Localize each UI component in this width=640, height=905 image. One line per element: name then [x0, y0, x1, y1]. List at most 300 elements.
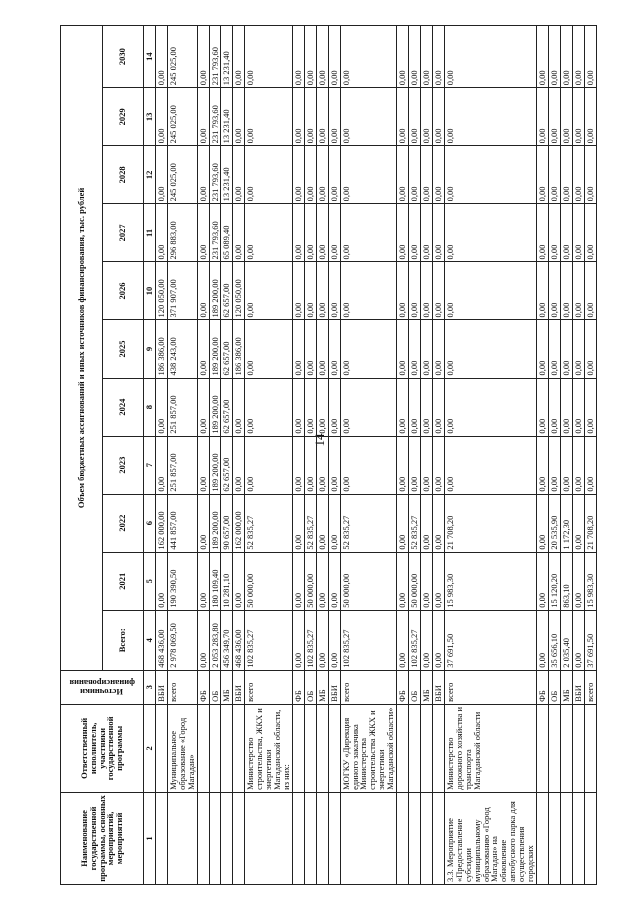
table-row: [167, 26, 197, 885]
cell-value: 468 436,00: [155, 610, 167, 670]
cell-value: 0,00: [233, 436, 245, 494]
cell-value: 0,00: [572, 146, 584, 204]
cell-value: 0,00: [444, 436, 536, 494]
cell-value: 0,00: [304, 88, 316, 146]
cell-source: МБ: [221, 670, 233, 704]
cell-value: 15 983,30: [584, 552, 596, 610]
cell-value: 245 025,00: [167, 88, 197, 146]
column-number: 11: [144, 204, 156, 262]
page-number: 14: [312, 433, 327, 447]
cell-name: [304, 792, 316, 884]
cell-name: [316, 792, 328, 884]
cell-value: 0,00: [155, 552, 167, 610]
cell-value: 189 200,00: [209, 320, 221, 378]
cell-value: 0,00: [397, 26, 409, 88]
cell-source: всего: [245, 670, 293, 704]
column-number: 4: [144, 610, 156, 670]
cell-value: 0,00: [316, 262, 328, 320]
cell-value: 0,00: [197, 204, 209, 262]
cell-value: 0,00: [420, 204, 432, 262]
table-row: [409, 26, 421, 885]
table-row: [560, 26, 572, 885]
table-row: [420, 26, 432, 885]
cell-source: всего: [444, 670, 536, 704]
cell-value: 0,00: [245, 320, 293, 378]
cell-value: 0,00: [316, 204, 328, 262]
cell-source: ВБИ: [572, 670, 584, 704]
cell-value: 0,00: [444, 88, 536, 146]
cell-name: [292, 792, 304, 884]
cell-value: 15 983,30: [444, 552, 536, 610]
cell-executor: [420, 704, 432, 792]
cell-value: 0,00: [340, 204, 397, 262]
cell-source: всего: [167, 670, 197, 704]
cell-value: 0,00: [340, 146, 397, 204]
cell-value: 0,00: [328, 494, 340, 552]
table-body: [155, 26, 596, 885]
cell-value: 0,00: [316, 436, 328, 494]
cell-value: 50 000,00: [245, 552, 293, 610]
cell-value: 0,00: [316, 320, 328, 378]
cell-value: 0,00: [572, 204, 584, 262]
cell-value: 13 231,40: [221, 88, 233, 146]
cell-value: 0,00: [548, 378, 560, 436]
cell-value: 0,00: [537, 436, 549, 494]
cell-value: 0,00: [155, 146, 167, 204]
cell-value: 189 200,00: [209, 494, 221, 552]
cell-value: 0,00: [197, 320, 209, 378]
cell-value: 0,00: [304, 204, 316, 262]
cell-value: 0,00: [328, 26, 340, 88]
header-year: 2021: [102, 552, 144, 610]
cell-value: 0,00: [444, 378, 536, 436]
cell-value: 0,00: [420, 436, 432, 494]
cell-executor: [409, 704, 421, 792]
cell-value: 21 708,20: [584, 494, 596, 552]
cell-source: ФБ: [292, 670, 304, 704]
table-row: [221, 26, 233, 885]
header-year: 2030: [102, 26, 144, 88]
cell-value: 21 708,20: [444, 494, 536, 552]
cell-value: 0,00: [245, 26, 293, 88]
header-name: Наименование государственной программы, основных мероприятий, мероприятий: [61, 792, 144, 884]
cell-source: ВБИ: [328, 670, 340, 704]
cell-value: 0,00: [233, 146, 245, 204]
cell-value: 438 243,00: [167, 320, 197, 378]
cell-value: 52 835,27: [340, 494, 397, 552]
cell-value: 0,00: [548, 204, 560, 262]
cell-name: [233, 792, 245, 884]
table-row: [340, 26, 397, 885]
cell-value: 0,00: [245, 436, 293, 494]
cell-value: 0,00: [397, 494, 409, 552]
cell-source: ВБИ: [233, 670, 245, 704]
cell-value: 0,00: [197, 552, 209, 610]
cell-value: 0,00: [560, 204, 572, 262]
cell-value: 0,00: [444, 146, 536, 204]
cell-source: всего: [340, 670, 397, 704]
cell-value: 231 793,60: [209, 204, 221, 262]
header-year: 2026: [102, 262, 144, 320]
cell-value: 15 120,20: [548, 552, 560, 610]
cell-value: 0,00: [548, 436, 560, 494]
cell-value: 0,00: [432, 494, 444, 552]
cell-value: 0,00: [584, 26, 596, 88]
cell-value: 190 390,50: [167, 552, 197, 610]
cell-value: 0,00: [292, 494, 304, 552]
cell-name: [155, 792, 167, 884]
table-row: [304, 26, 316, 885]
cell-value: 52 835,27: [245, 494, 293, 552]
cell-value: 0,00: [245, 146, 293, 204]
cell-value: 0,00: [584, 88, 596, 146]
cell-executor: [233, 704, 245, 792]
cell-value: 1 172,30: [560, 494, 572, 552]
header-year: 2029: [102, 88, 144, 146]
cell-value: 0,00: [397, 610, 409, 670]
cell-value: 0,00: [537, 320, 549, 378]
cell-value: 0,00: [548, 26, 560, 88]
header-row-top: [61, 26, 103, 885]
cell-value: 0,00: [197, 26, 209, 88]
cell-value: 0,00: [432, 146, 444, 204]
column-number: 12: [144, 146, 156, 204]
cell-value: 0,00: [340, 320, 397, 378]
cell-name: [409, 792, 421, 884]
cell-executor: МОГКУ «Дирекция единого заказчика Министерства строительства ЖКХ и энергетики Магаданской области»: [340, 704, 397, 792]
cell-value: 0,00: [304, 146, 316, 204]
table-row: [245, 26, 293, 885]
cell-value: 0,00: [233, 88, 245, 146]
cell-value: 62 657,00: [221, 262, 233, 320]
cell-source: ОБ: [304, 670, 316, 704]
cell-value: 0,00: [432, 88, 444, 146]
cell-value: 0,00: [432, 610, 444, 670]
cell-value: 0,00: [397, 88, 409, 146]
table-row: [397, 26, 409, 885]
cell-source: всего: [584, 670, 596, 704]
table-row: [233, 26, 245, 885]
cell-value: 0,00: [420, 494, 432, 552]
cell-value: 0,00: [292, 378, 304, 436]
cell-value: 186 386,00: [155, 320, 167, 378]
cell-value: 0,00: [292, 204, 304, 262]
cell-value: 0,00: [409, 146, 421, 204]
table-row: [572, 26, 584, 885]
cell-executor: [584, 704, 596, 792]
budget-table: [60, 25, 597, 885]
cell-value: 0,00: [316, 494, 328, 552]
cell-value: 0,00: [292, 552, 304, 610]
cell-value: 0,00: [572, 262, 584, 320]
cell-value: 0,00: [432, 26, 444, 88]
cell-source: МБ: [560, 670, 572, 704]
cell-value: 0,00: [197, 262, 209, 320]
cell-source: МБ: [316, 670, 328, 704]
cell-executor: [548, 704, 560, 792]
cell-value: 0,00: [584, 436, 596, 494]
header-total: Всего:: [102, 610, 144, 670]
cell-value: 0,00: [155, 378, 167, 436]
cell-value: 37 691,50: [584, 610, 596, 670]
cell-value: 0,00: [304, 26, 316, 88]
cell-value: 0,00: [537, 146, 549, 204]
cell-value: 0,00: [328, 146, 340, 204]
cell-executor: [432, 704, 444, 792]
cell-name: 3.3. Мероприятие «Предоставление субсидии муниципальному образованию «Город Магадан» на обновление автобусного парка для осуществления городских: [444, 792, 536, 884]
table-row: [328, 26, 340, 885]
cell-name: [340, 792, 397, 884]
cell-value: 65 089,40: [221, 204, 233, 262]
cell-value: 0,00: [155, 204, 167, 262]
column-number: 2: [144, 704, 156, 792]
header-year: 2023: [102, 436, 144, 494]
cell-value: 0,00: [304, 378, 316, 436]
cell-value: 0,00: [409, 26, 421, 88]
cell-value: 0,00: [409, 320, 421, 378]
cell-value: 35 656,10: [548, 610, 560, 670]
cell-value: 0,00: [409, 88, 421, 146]
cell-value: 0,00: [560, 88, 572, 146]
cell-value: 0,00: [420, 26, 432, 88]
cell-value: 0,00: [409, 378, 421, 436]
cell-value: 0,00: [537, 552, 549, 610]
cell-value: 251 857,00: [167, 436, 197, 494]
cell-value: 0,00: [197, 436, 209, 494]
cell-value: 0,00: [584, 204, 596, 262]
cell-value: 0,00: [155, 436, 167, 494]
cell-value: 62 657,00: [221, 320, 233, 378]
cell-value: 180 109,40: [209, 552, 221, 610]
cell-value: 0,00: [233, 26, 245, 88]
cell-value: 2 978 069,50: [167, 610, 197, 670]
cell-value: 0,00: [444, 204, 536, 262]
cell-value: 0,00: [560, 320, 572, 378]
cell-value: 37 691,50: [444, 610, 536, 670]
cell-value: 2 035,40: [560, 610, 572, 670]
cell-executor: Министерство строительства, ЖКХ и энергетики Магаданской области, из них:: [245, 704, 293, 792]
table-row: [155, 26, 167, 885]
cell-executor: [155, 704, 167, 792]
cell-executor: [316, 704, 328, 792]
cell-value: 0,00: [420, 88, 432, 146]
cell-value: 0,00: [432, 552, 444, 610]
cell-value: 0,00: [245, 262, 293, 320]
cell-value: 0,00: [328, 204, 340, 262]
cell-value: 0,00: [548, 262, 560, 320]
cell-value: 0,00: [328, 262, 340, 320]
cell-name: [548, 792, 560, 884]
cell-value: 0,00: [340, 436, 397, 494]
cell-value: 0,00: [304, 436, 316, 494]
cell-value: 231 793,60: [209, 88, 221, 146]
cell-value: 0,00: [537, 378, 549, 436]
cell-executor: [328, 704, 340, 792]
cell-value: 0,00: [340, 378, 397, 436]
column-number: 6: [144, 494, 156, 552]
column-number: 10: [144, 262, 156, 320]
cell-value: 0,00: [409, 262, 421, 320]
table-row: [537, 26, 549, 885]
column-number: 5: [144, 552, 156, 610]
cell-value: 0,00: [560, 146, 572, 204]
cell-value: 120 050,00: [233, 262, 245, 320]
cell-value: 0,00: [420, 146, 432, 204]
table-row: [316, 26, 328, 885]
cell-value: 441 857,00: [167, 494, 197, 552]
header-executor: Ответственный исполнитель, участники государственной программы: [61, 704, 144, 792]
cell-name: [432, 792, 444, 884]
cell-name: [397, 792, 409, 884]
column-number: 9: [144, 320, 156, 378]
cell-value: 0,00: [328, 320, 340, 378]
cell-value: 52 835,27: [409, 494, 421, 552]
cell-value: 0,00: [292, 88, 304, 146]
cell-source: ВБИ: [155, 670, 167, 704]
header-year: 2024: [102, 378, 144, 436]
cell-value: 0,00: [233, 552, 245, 610]
table-row: [209, 26, 221, 885]
cell-value: 0,00: [420, 262, 432, 320]
cell-value: 102 835,27: [245, 610, 293, 670]
cell-name: [572, 792, 584, 884]
cell-value: 0,00: [420, 552, 432, 610]
header-year: 2022: [102, 494, 144, 552]
cell-value: 0,00: [572, 88, 584, 146]
cell-value: 0,00: [560, 378, 572, 436]
table-row: [444, 26, 536, 885]
cell-value: 0,00: [548, 320, 560, 378]
cell-value: 62 657,00: [221, 436, 233, 494]
cell-value: 102 835,27: [304, 610, 316, 670]
cell-value: 186 386,00: [233, 320, 245, 378]
cell-name: [209, 792, 221, 884]
cell-value: 0,00: [397, 378, 409, 436]
cell-value: 863,10: [560, 552, 572, 610]
cell-name: [221, 792, 233, 884]
cell-value: 371 907,00: [167, 262, 197, 320]
column-number: 14: [144, 26, 156, 88]
cell-value: 0,00: [245, 378, 293, 436]
cell-value: 0,00: [316, 88, 328, 146]
cell-name: [560, 792, 572, 884]
cell-value: 189 200,00: [209, 378, 221, 436]
cell-value: 0,00: [548, 88, 560, 146]
cell-value: 52 835,27: [304, 494, 316, 552]
cell-value: 0,00: [245, 204, 293, 262]
cell-name: [197, 792, 209, 884]
cell-executor: [537, 704, 549, 792]
cell-value: 50 000,00: [340, 552, 397, 610]
header-year: 2028: [102, 146, 144, 204]
cell-value: 0,00: [420, 378, 432, 436]
column-number: 13: [144, 88, 156, 146]
header-year: 2025: [102, 320, 144, 378]
cell-value: 0,00: [340, 88, 397, 146]
cell-value: 50 000,00: [304, 552, 316, 610]
cell-value: 0,00: [292, 26, 304, 88]
cell-value: 231 793,60: [209, 146, 221, 204]
cell-executor: [197, 704, 209, 792]
cell-value: 0,00: [233, 378, 245, 436]
table-row: [197, 26, 209, 885]
cell-value: 0,00: [328, 88, 340, 146]
cell-executor: [560, 704, 572, 792]
cell-executor: [292, 704, 304, 792]
cell-value: 0,00: [328, 436, 340, 494]
cell-executor: [397, 704, 409, 792]
header-volume: Объем бюджетных ассигнований и иных источников финансирования, тыс. рублей: [61, 26, 103, 671]
cell-value: 20 535,90: [548, 494, 560, 552]
cell-value: 13 231,40: [221, 26, 233, 88]
cell-name: [328, 792, 340, 884]
header-source: [61, 670, 144, 704]
cell-value: 0,00: [328, 610, 340, 670]
cell-value: 0,00: [155, 88, 167, 146]
cell-value: 0,00: [537, 610, 549, 670]
cell-source: ВБИ: [432, 670, 444, 704]
cell-value: 456 349,70: [221, 610, 233, 670]
cell-value: 0,00: [397, 436, 409, 494]
cell-value: 90 657,00: [221, 494, 233, 552]
cell-value: 0,00: [584, 320, 596, 378]
cell-value: 231 793,60: [209, 26, 221, 88]
cell-value: 0,00: [197, 610, 209, 670]
cell-value: 245 025,00: [167, 26, 197, 88]
cell-name: [167, 792, 197, 884]
cell-value: 0,00: [397, 320, 409, 378]
cell-name: [245, 792, 293, 884]
cell-value: 0,00: [397, 552, 409, 610]
cell-source: ФБ: [197, 670, 209, 704]
cell-value: 0,00: [548, 146, 560, 204]
cell-value: 0,00: [340, 26, 397, 88]
cell-value: 0,00: [560, 436, 572, 494]
cell-value: 0,00: [572, 436, 584, 494]
rotated-table-wrapper: [60, 25, 595, 885]
cell-value: 10 281,10: [221, 552, 233, 610]
cell-executor: Муниципальное образование «Город Магадан»: [167, 704, 197, 792]
cell-value: 0,00: [584, 378, 596, 436]
cell-value: 0,00: [197, 146, 209, 204]
cell-value: 0,00: [316, 378, 328, 436]
cell-value: 0,00: [572, 320, 584, 378]
cell-value: 0,00: [572, 610, 584, 670]
cell-value: 0,00: [432, 436, 444, 494]
cell-value: 245 025,00: [167, 146, 197, 204]
cell-value: 0,00: [444, 320, 536, 378]
cell-value: 0,00: [432, 204, 444, 262]
table-row: [548, 26, 560, 885]
cell-value: 0,00: [584, 262, 596, 320]
cell-value: 162 000,00: [233, 494, 245, 552]
cell-name: [584, 792, 596, 884]
cell-value: 189 200,00: [209, 436, 221, 494]
cell-value: 0,00: [397, 262, 409, 320]
cell-value: 0,00: [197, 494, 209, 552]
cell-source: ОБ: [209, 670, 221, 704]
cell-value: 62 657,00: [221, 378, 233, 436]
cell-source: ФБ: [537, 670, 549, 704]
header-row-column-numbers: [144, 26, 156, 885]
cell-source: МБ: [420, 670, 432, 704]
cell-value: 0,00: [420, 320, 432, 378]
cell-value: 13 231,40: [221, 146, 233, 204]
cell-value: 120 050,00: [155, 262, 167, 320]
cell-value: 0,00: [560, 26, 572, 88]
cell-value: 0,00: [304, 262, 316, 320]
cell-executor: Министерство дорожного хозяйства и транспорта Магаданской области: [444, 704, 536, 792]
